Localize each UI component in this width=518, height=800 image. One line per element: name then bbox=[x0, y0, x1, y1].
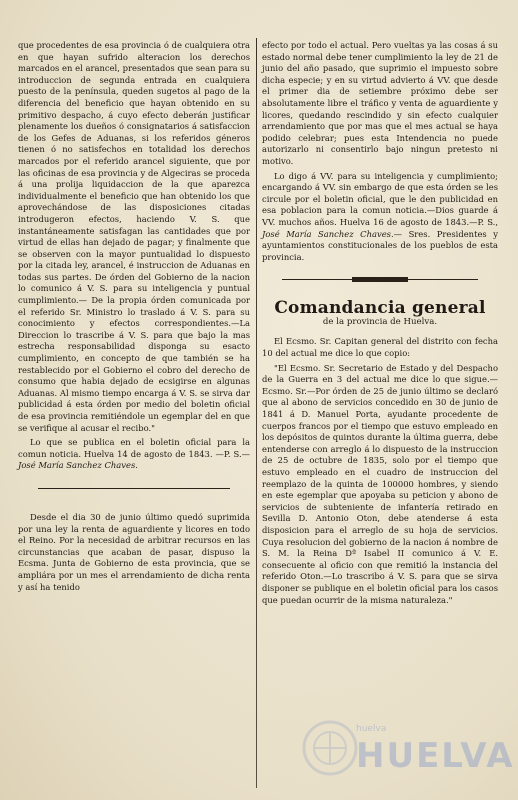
right-paragraph-3: El Ecsmo. Sr. Capitan general del distrito con fecha 10 del actual me dice lo que copio: bbox=[262, 336, 498, 359]
left-paragraph-1: que procedentes de esa provincia ó de cualquiera otra en que hayan sufrido alteracion los derechos marcados en el arancel, presentados que sean para su introduccion de segunda entrada en cualquiera puesto de la península, queden sugetos al pago de la diferencia del beneficio que hayan obtenido en su primitivo despacho, á cuyo efecto deberán justificar plenamente los dueños ó consignatarios á satisfaccion de los Gefes de Aduanas, si los referidos géneros tienen ó no satisfechos en totalidad los derechos marcados por el referido arancel siguiente, que por las oficinas de esa provincia y de Algeciras se proceda á una prolija liquidaccion de la que aparezca individualmente el beneficio que han obtenido los que aprovechándose de las disposiciones citadas introdugeron efectos, haciendo V. S. que instantáneamente satisfagan las cantidades que por virtud de ellas han dejado de pagar; y finalmente que se observen con la mayor puntualidad lo dispuesto por la citada ley, arancel, é instruccion de Aduanas en todas sus partes. De órden del Gobierno de la nacion lo comunico á V. S. para su inteligencia y puntual cumplimiento.— De la propia órden comunicada por el referido Sr. Ministro lo traslado á V. S. para su conocimiento y efectos correspondientes.—La Direccion lo trascribe á V. S. para que bajo la mas estrecha responsabilidad disponga su esacto cumplimiento, en concepto de que también se ha restablecido por el Gobierno el cobro del derecho de consumo que habia dejado de ecsigirse en algunas Aduanas. Al mismo tiempo encarga á V. S. se sirva dar publicidad á esta órden por medio del boletin oficial de esa provincia remitiéndole un egemplar del en que se verifique al acusar el recibo." bbox=[18, 40, 250, 433]
section-divider bbox=[262, 267, 498, 297]
right-paragraph-1: efecto por todo el actual. Pero vueltas ya las cosas á su estado normal debe tener cumplimiento la ley de 21 de junio del año pasado, que suprimio el impuesto sobre dicha especie; y en su virtud advierto á VV. que desde el primer dia de setiembre próximo debe ser absolutamente libre el tráfico y venta de aguardiente y licores, quedando rescindido y sin efecto cualquier arrendamiento que por mas que el mes actual se haya podido celebrar; pues esta Intendencia no puede autorizarlo ni consentirlo bajo ningun pretesto ni motivo. bbox=[262, 40, 498, 166]
left-paragraph-3: Desde el dia 30 de junio último quedó suprimida por una ley la renta de aguardiente y licores en todo el Reino. Por la necesidad de arbitrar recursos en las circunstancias que acaban de pasar, dispuso la Ecsma. Junta de Gobierno de esta provincia, que se ampliára por un mes el arrendamiento de dicha renta y así ha tenido bbox=[18, 511, 250, 592]
addressees: — Sres. Presidentes y ayuntamientos constitucionales de los pueblos de esta provincia. bbox=[262, 228, 498, 262]
signature: José María Sanchez Chaves. bbox=[262, 228, 394, 239]
divider-thin bbox=[38, 488, 230, 489]
order-text: Lo digo á VV. para su inteligencia y cumplimiento; encargando á VV. sin embargo de que esta órden se les circule por el boletin oficial, que le den publicidad en esa poblacion para la comun noticia.—Dios guarde á VV. muchos años. Huelva 16 de agosto de 1843.—P. S., bbox=[262, 170, 498, 227]
publication-note: Lo que se publica en el boletin oficial para la comun noticia. Huelva 14 de agosto de 1843. —P. S.— bbox=[18, 437, 250, 459]
watermark-small-text: huelva bbox=[356, 724, 387, 734]
right-column bbox=[262, 40, 498, 609]
right-paragraph-2 bbox=[262, 171, 498, 264]
signature: José María Sanchez Chaves. bbox=[18, 460, 138, 471]
section-subheading: de la provincia de Huelva. bbox=[322, 316, 438, 327]
section-heading: Comandancia general bbox=[274, 298, 486, 319]
left-column bbox=[18, 40, 250, 596]
divider-thick bbox=[352, 277, 408, 282]
column-rule bbox=[256, 38, 257, 788]
right-paragraph-4: "El Ecsmo. Sr. Secretario de Estado y del Despacho de la Guerra en 3 del actual me dice lo que sigue.—Ecsmo. Sr.—Por órden de 25 de junio último se declaró que al abono de servicios concedido en 30 de junio de 1841 á D. Manuel Porta, ayudante procedente de cuerpos francos por el tiempo que estuvo empleado en los depósitos de quintos durante la última guerra, debe entenderse con arreglo á lo dispuesto de la instruccion de 25 de octubre de 1835, solo por el tiempo que estuvo empleado en el cuadro de instruccion del reemplazo de la quinta de 100000 hombres, y siendo en este egemplar que apoyaba su peticion y abono de servicios de subteniente de infantería retirado en Sevilla D. Antonio Oton, debe atenderse á esta disposicion para el arreglo de su hoja de servicios. Cuya resolucion del gobierno de la nacion á nombre de S. M. la Reina Dª Isabel II comunico á V. E. consecuente al oficio con que remitió la instancia del referido Oton.—Lo trascribo á V. S. para que se sirva disponer se publique en el boletin oficial para los casos que puedan ocurrir de la misma naturaleza." bbox=[262, 362, 498, 605]
section-divider bbox=[18, 476, 250, 506]
left-paragraph-2 bbox=[18, 437, 250, 472]
watermark-text: HUELVA bbox=[356, 736, 515, 776]
